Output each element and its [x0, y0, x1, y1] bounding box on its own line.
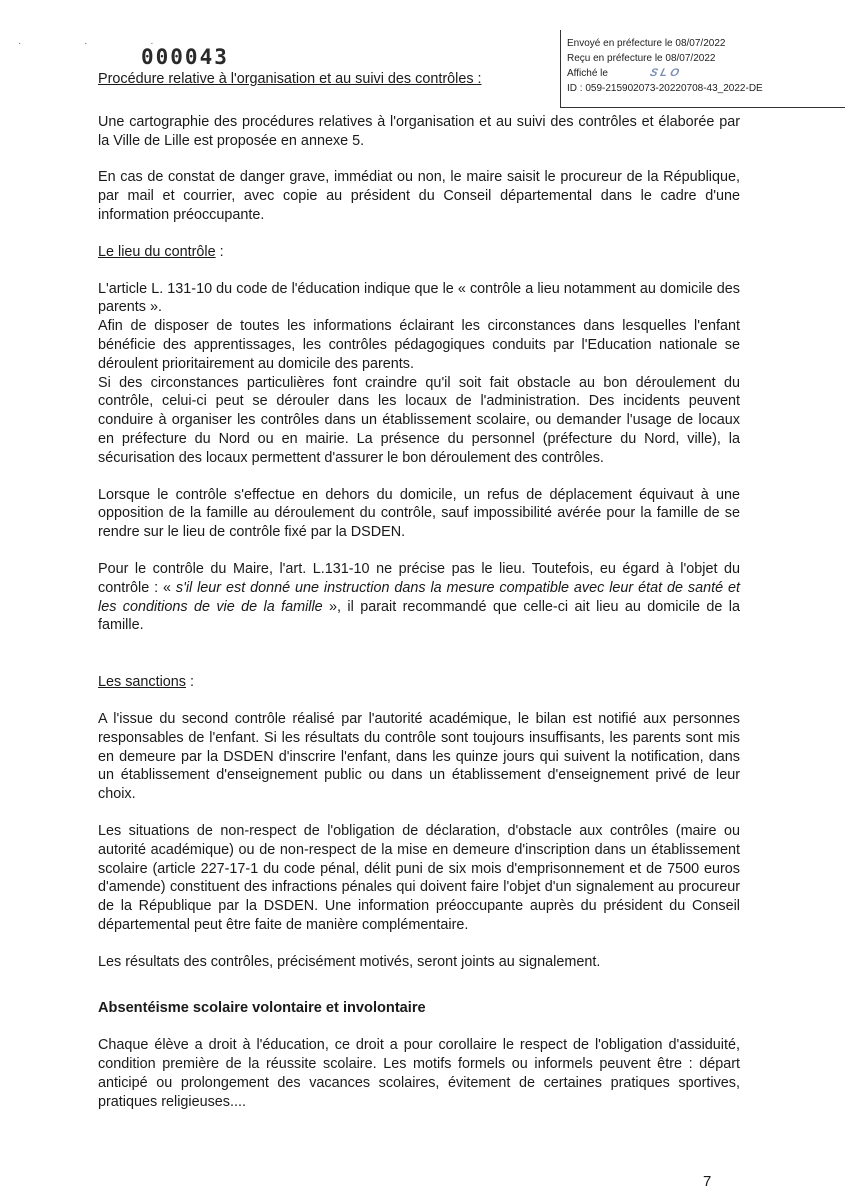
paragraph-informations: Afin de disposer de toutes les informations éclairant les circonstances dans lesquelles l'enfant bénéficie des apprentissages, les contrôles pédagogiques conduits par l'Education nationale se déroulent prioritairement au domicile des parents. [98, 318, 740, 372]
maire-text-start: Pour le contrôle du Maire, l'art. L.131-10 ne précise pas le lieu. Toutefois, eu égard à l'objet du contrôle : « [98, 560, 740, 596]
stamp-sent: Envoyé en préfecture le 08/07/2022 [567, 38, 726, 49]
paragraph-infractions: Les situations de non-respect de l'obligation de déclaration, d'obstacle aux contrôles (maire ou autorité académique) ou de non-respect de la mise en demeure d'inscription dans un établissement scolaire (article 227-17-1 du code pénal, délit puni de six mois d'emprisonnement et de 7500 euros d'amende) constituent des infractions pénales qui doivent faire l'objet d'un signalement au procureur de la République par la DSDEN. Une information préoccupante auprès du président du Conseil départemental peut être faite de manière complémentaire. [98, 822, 740, 933]
sanctions-heading-text: Les sanctions [98, 674, 186, 691]
sanctions-heading-suffix: : [186, 674, 194, 691]
paragraph-cartographie: Une cartographie des procédures relatives à l'organisation et au suivi des contrôles et élaborée par la Ville de Lille est proposée en annexe 5. [98, 113, 740, 149]
stamp-id: ID : 059-215902073-20220708-43_2022-DE [567, 83, 763, 94]
lieu-heading [98, 243, 740, 262]
scan-marks: · · · [18, 38, 184, 49]
stamp-posted-label: Affiché le [567, 68, 608, 79]
lieu-heading-suffix: : [215, 243, 224, 260]
sanctions-heading [98, 673, 740, 692]
maire-text-end: », il parait recommandé que celle-ci ait lieu au domicile de la famille. [98, 598, 740, 634]
procedure-heading: Procédure relative à l'organisation et au suivi des contrôles : [98, 71, 482, 87]
maire-quote: s'il leur est donné une instruction dans la mesure compatible avec leur état de santé et les conditions de vie de la famille [98, 579, 740, 615]
paragraph-article: L'article L. 131-10 du code de l'éducation indique que le « contrôle a lieu notamment au domicile des parents ». [98, 280, 740, 316]
paragraph-danger: En cas de constat de danger grave, immédiat ou non, le maire saisit le procureur de la République, par mail et courrier, avec copie au président du Conseil départemental dans le cadre d'une information préoccupante. [98, 169, 740, 223]
paragraph-deplacement: Lorsque le contrôle s'effectue en dehors du domicile, un refus de déplacement équivaut à une opposition de la famille au déroulement du contrôle, sauf impossibilité avérée pour la famille de se rendre sur le lieu de contrôle fixé par la DSDEN. [98, 486, 740, 541]
stamp-received: Reçu en préfecture le 08/07/2022 [567, 53, 716, 64]
document-stamp-number: 000043 [141, 45, 229, 69]
paragraph-assiduite: Chaque élève a droit à l'éducation, ce droit a pour corollaire le respect de l'obligation d'assiduité, condition première de la réussite scolaire. Les motifs formels ou informels peuvent être : départ anticipé ou prolongement des vacances scolaires, évitement de certaines pratiques sportives, pratiques religieuses.... [98, 1037, 740, 1110]
paragraph-maire [98, 560, 740, 635]
lieu-heading-text: Le lieu du contrôle [98, 243, 216, 260]
paragraph-resultats: Les résultats des contrôles, précisément motivés, seront joints au signalement. [98, 953, 601, 970]
stamp-signature: SLO [648, 67, 684, 79]
absenteisme-heading: Absentéisme scolaire volontaire et involontaire [98, 1000, 426, 1017]
page-number: 7 [703, 1173, 712, 1190]
paragraph-bilan: A l'issue du second contrôle réalisé par l'autorité académique, le bilan est notifié aux personnes responsables de l'enfant. Si les résultats du contrôle sont toujours insuffisants, les parents sont mis en demeure par la DSDEN d'inscrire l'enfant, dans les quinze jours qui suivent la notification, dans un établissement d'enseignement public ou dans un établissement d'enseignement privé de leur choix. [98, 710, 740, 803]
document-body [98, 70, 740, 1112]
paragraph-circonstances: Si des circonstances particulières font craindre qu'il soit fait obstacle au bon déroulement du contrôle, celui-ci peut se dérouler dans les locaux de l'administration. Des incidents peuvent conduire à organiser les contrôles dans un établissement scolaire, ou demander l'usage de locaux en préfecture du Nord ou en mairie. La présence du personnel (préfecture du Nord, ville), la sécurisation des locaux permettent d'assurer le bon déroulement des contrôles. [98, 374, 740, 466]
